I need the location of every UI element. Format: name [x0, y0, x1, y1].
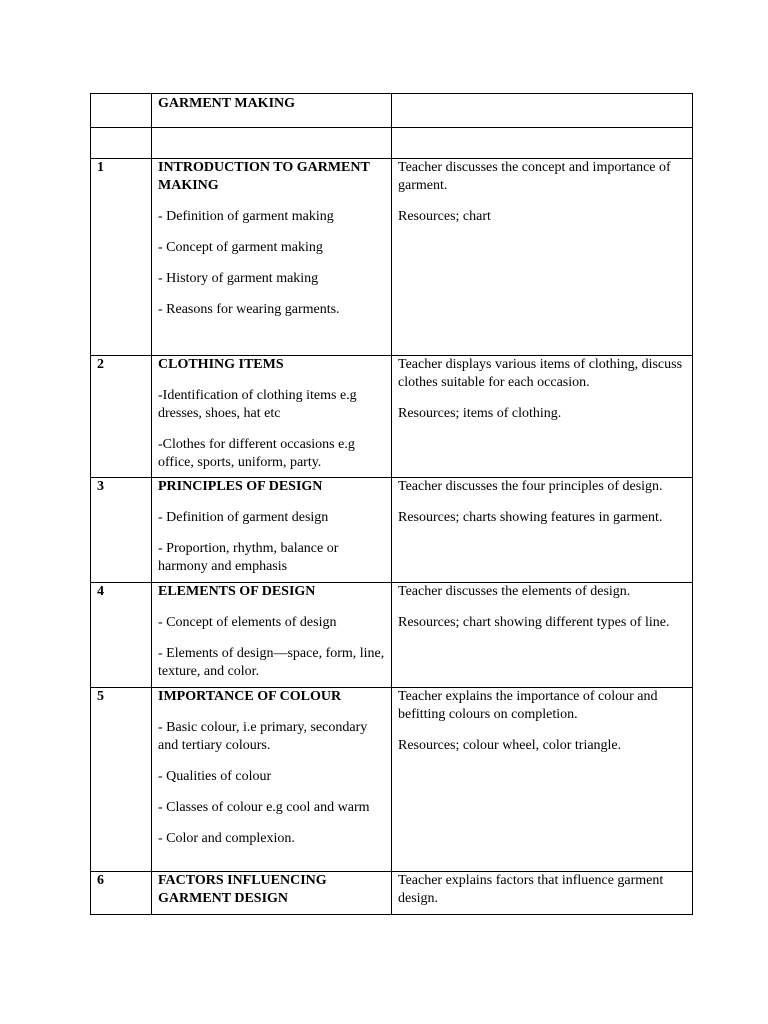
table-row	[91, 688, 693, 872]
topic-point: - Concept of garment making	[158, 240, 323, 255]
table-row	[91, 478, 693, 583]
blank-cell	[392, 128, 693, 159]
activity-cell	[392, 872, 693, 915]
topic-point: - Elements of design—space, form, line, texture, and color.	[158, 646, 385, 679]
resources-text: Resources; chart	[398, 209, 491, 224]
header-activity-cell	[392, 94, 693, 128]
header-number-cell	[91, 94, 152, 128]
topic-title: ELEMENTS OF DESIGN	[158, 584, 316, 599]
topic-cell	[152, 478, 392, 583]
topic-title: PRINCIPLES OF DESIGN	[158, 479, 323, 494]
topic-title: INTRODUCTION TO GARMENT MAKING	[158, 160, 370, 193]
activity-text: Teacher displays various items of clothing, discuss clothes suitable for each occasion.	[398, 357, 683, 390]
row-number: 3	[91, 478, 152, 583]
activity-text: Teacher discusses the concept and importance of garment.	[398, 160, 671, 193]
table-header-row	[91, 94, 693, 128]
header-title-cell	[152, 94, 392, 128]
topic-title: IMPORTANCE OF COLOUR	[158, 689, 342, 704]
topic-point: - Concept of elements of design	[158, 615, 337, 630]
activity-text: Teacher explains the importance of colour and befitting colours on completion.	[398, 689, 658, 722]
table-row	[91, 872, 693, 915]
header-title: GARMENT MAKING	[158, 96, 296, 111]
table-row	[91, 583, 693, 688]
activity-cell	[392, 356, 693, 478]
activity-text: Teacher explains factors that influence garment design.	[398, 873, 664, 906]
topic-title: CLOTHING ITEMS	[158, 357, 284, 372]
table-blank-row	[91, 128, 693, 159]
topic-point: - Definition of garment design	[158, 510, 329, 525]
topic-cell	[152, 688, 392, 872]
resources-text: Resources; charts showing features in garment.	[398, 510, 663, 525]
resources-text: Resources; colour wheel, color triangle.	[398, 738, 622, 753]
topic-point: - Reasons for wearing garments.	[158, 302, 340, 317]
row-number: 6	[91, 872, 152, 915]
table-row	[91, 356, 693, 478]
topic-point: - Definition of garment making	[158, 209, 334, 224]
topic-point: -Identification of clothing items e.g dresses, shoes, hat etc	[158, 388, 357, 421]
scheme-of-work-table	[90, 93, 693, 915]
topic-cell	[152, 872, 392, 915]
activity-cell	[392, 583, 693, 688]
row-number: 5	[91, 688, 152, 872]
row-number: 2	[91, 356, 152, 478]
row-number: 4	[91, 583, 152, 688]
row-number: 1	[91, 159, 152, 356]
topic-point: - Classes of colour e.g cool and warm	[158, 800, 370, 815]
activity-text: Teacher discusses the four principles of design.	[398, 479, 663, 494]
blank-cell	[91, 128, 152, 159]
topic-cell	[152, 159, 392, 356]
topic-cell	[152, 356, 392, 478]
topic-point: -Clothes for different occasions e.g office, sports, uniform, party.	[158, 437, 355, 470]
blank-cell	[152, 128, 392, 159]
activity-cell	[392, 478, 693, 583]
topic-point: - Color and complexion.	[158, 831, 295, 846]
topic-point: - Qualities of colour	[158, 769, 272, 784]
activity-cell	[392, 159, 693, 356]
topic-title: FACTORS INFLUENCING GARMENT DESIGN	[158, 873, 327, 906]
topic-point: - Basic colour, i.e primary, secondary and tertiary colours.	[158, 720, 368, 753]
activity-cell	[392, 688, 693, 872]
activity-text: Teacher discusses the elements of design.	[398, 584, 631, 599]
topic-point: - History of garment making	[158, 271, 319, 286]
resources-text: Resources; items of clothing.	[398, 406, 562, 421]
topic-point: - Proportion, rhythm, balance or harmony and emphasis	[158, 541, 339, 574]
resources-text: Resources; chart showing different types of line.	[398, 615, 670, 630]
table-row	[91, 159, 693, 356]
topic-cell	[152, 583, 392, 688]
